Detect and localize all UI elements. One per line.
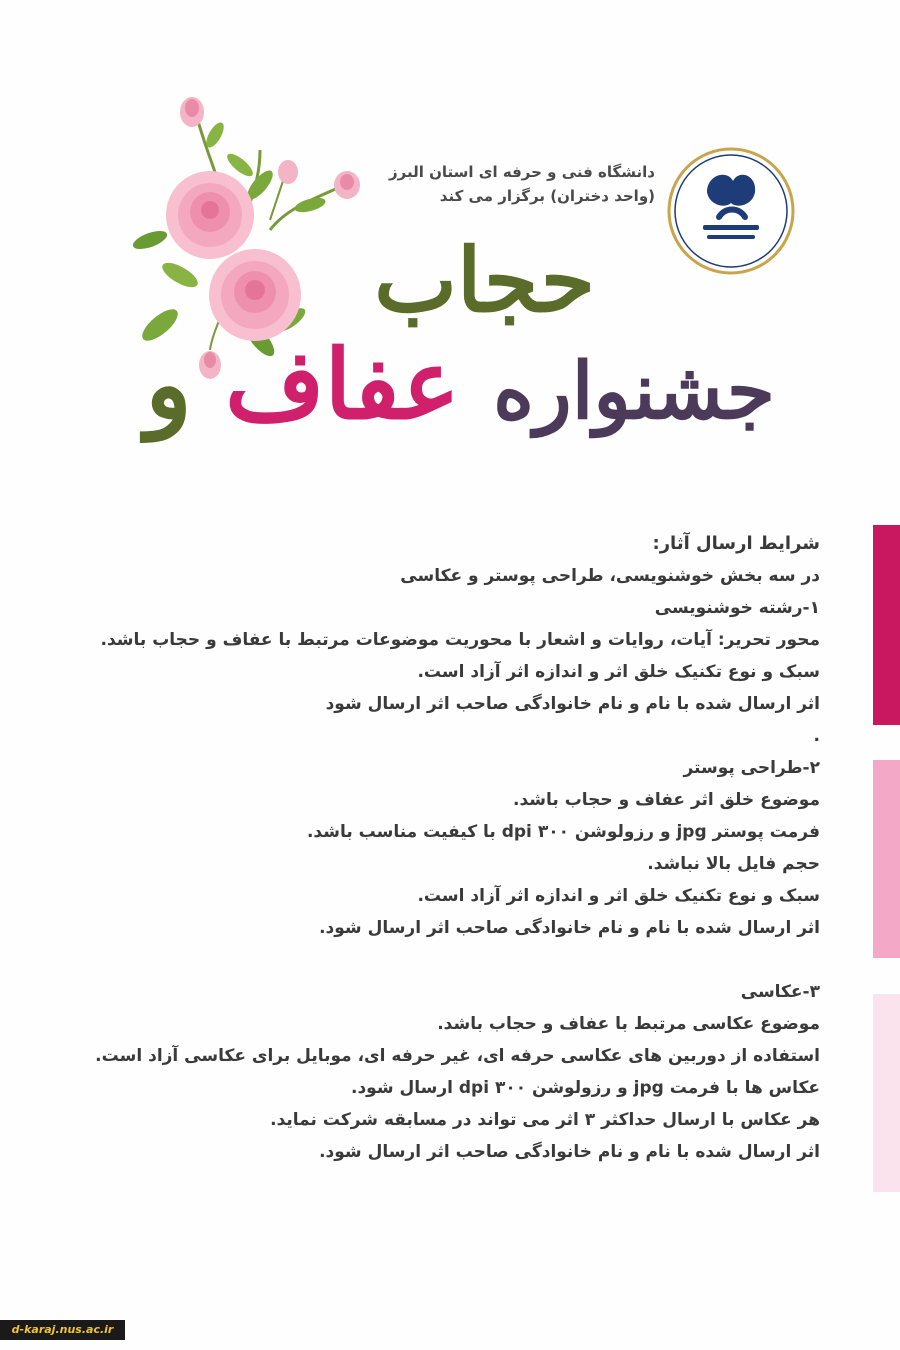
- conditions-heading: شرایط ارسال آثار:: [652, 533, 820, 554]
- photography-rule: اثر ارسال شده با نام و نام خانوادگی صاحب اثر ارسال شود.: [319, 1142, 820, 1162]
- photography-rule: استفاده از دوربین های عکاسی حرفه ای، غیر حرفه ای، موبایل برای عکاسی آزاد است.: [95, 1046, 820, 1066]
- poster-rule: موضوع خلق اثر عفاف و حجاب باشد.: [513, 790, 820, 810]
- title-main-line: [145, 325, 775, 452]
- side-bar-light-pink: [873, 994, 900, 1192]
- side-bar-pink: [873, 760, 900, 958]
- section-spacer: [60, 944, 820, 976]
- poster-rule: حجم فایل بالا نباشد.: [647, 854, 820, 874]
- photography-rule: موضوع عکاسی مرتبط با عفاف و حجاب باشد.: [437, 1014, 820, 1034]
- photography-rule: عکاس ها با فرمت jpg و رزولوشن ۳۰۰ dpi ارسال شود.: [351, 1078, 820, 1098]
- poster-rule: سبک و نوع تکنیک خلق اثر و اندازه اثر آزاد است.: [417, 886, 820, 906]
- poster-rule: فرمت پوستر jpg و رزولوشن ۳۰۰ dpi با کیفیت مناسب باشد.: [306, 822, 820, 842]
- submission-conditions: [60, 528, 820, 1168]
- festival-title: [145, 225, 775, 455]
- title-festival-word: جشنواره: [493, 346, 775, 437]
- section-calligraphy-title: ۱-رشته خوشنویسی: [654, 598, 820, 618]
- site-watermark: d-karaj.nus.ac.ir: [0, 1320, 125, 1340]
- title-and: و: [145, 328, 192, 441]
- side-bar-magenta: [873, 525, 900, 725]
- section-photography-title: ۳-عکاسی: [740, 982, 820, 1002]
- conditions-intro: در سه بخش خوشنویسی، طراحی پوستر و عکاسی: [400, 566, 820, 586]
- section-poster-title: ۲-طراحی پوستر: [683, 758, 820, 778]
- calligraphy-rule: .: [813, 726, 820, 746]
- title-efaf: عفاف: [225, 328, 460, 441]
- title-hijab: حجاب: [374, 228, 595, 332]
- calligraphy-rule: سبک و نوع تکنیک خلق اثر و اندازه اثر آزاد است.: [417, 662, 820, 682]
- calligraphy-rule: محور تحریر: آیات، روایات و اشعار با محوریت موضوعات مرتبط با عفاف و حجاب باشد.: [100, 630, 820, 650]
- calligraphy-rule: اثر ارسال شده با نام و نام خانوادگی صاحب اثر ارسال شود: [325, 694, 820, 714]
- organizer-text: [385, 160, 655, 208]
- poster-rule: اثر ارسال شده با نام و نام خانوادگی صاحب اثر ارسال شود.: [319, 918, 820, 938]
- photography-rule: هر عکاس با ارسال حداکثر ۳ اثر می تواند در مسابقه شرکت نماید.: [270, 1110, 820, 1130]
- organizer-line-2: (واحد دختران) برگزار می کند: [439, 187, 655, 205]
- organizer-line-1: دانشگاه فنی و حرفه ای استان البرز: [389, 163, 655, 181]
